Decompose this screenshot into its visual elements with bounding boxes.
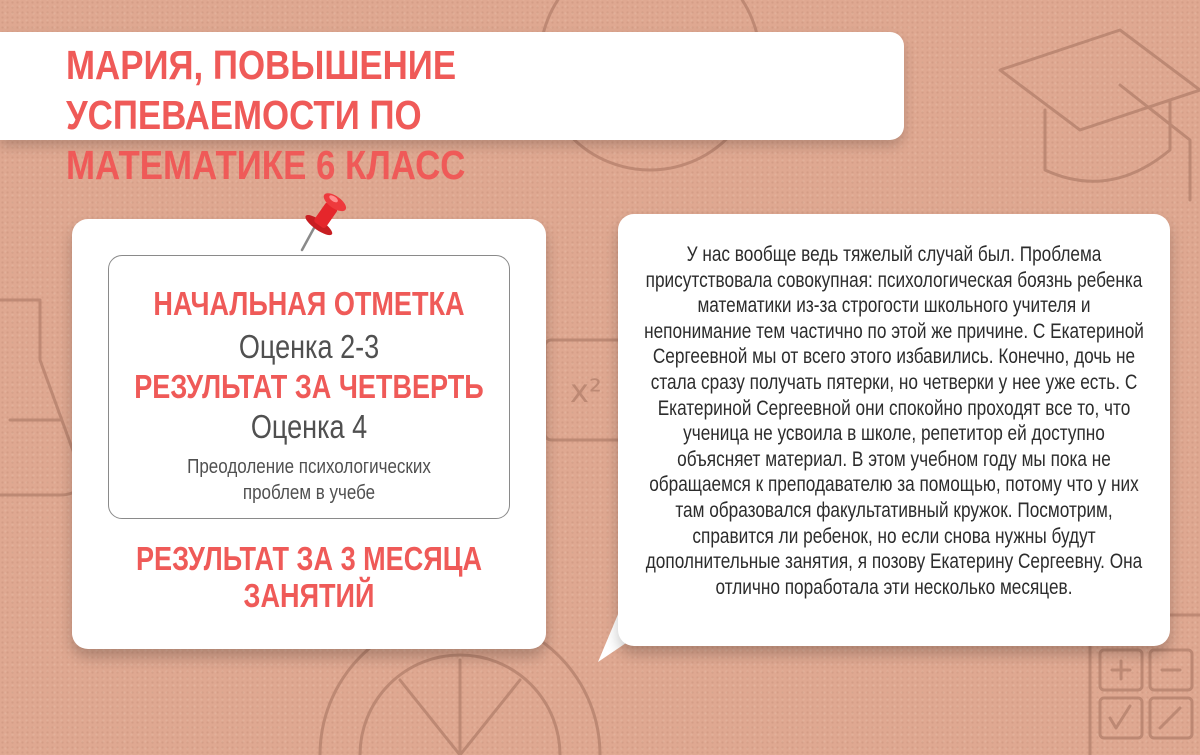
three-month-result-line-2: ЗАНЯТИЙ bbox=[243, 577, 375, 614]
review-line: присутствовала совокупная: психологическая боязнь ребенка bbox=[645, 268, 1143, 292]
initial-grade-heading: НАЧАЛЬНАЯ ОТМЕТКА bbox=[153, 285, 465, 322]
review-line: У нас вообще ведь тяжелый случай был. Проблема bbox=[686, 243, 1102, 266]
note-line-2: проблем в учебе bbox=[242, 482, 376, 504]
results-card bbox=[72, 219, 546, 649]
review-line: Сергеевной мы от всего этого избавились. Конечно, дочь не bbox=[652, 345, 1136, 369]
review-line: ученица не усвоила в школе, репетитор ей доступно bbox=[683, 422, 1105, 446]
review-line: математики из-за строгости школьного учителя и bbox=[697, 294, 1091, 318]
svg-text:x²: x² bbox=[570, 372, 602, 410]
review-line: объясняет материал. В этом учебном году мы пока не bbox=[677, 447, 1111, 471]
page-title-line1: МАРИЯ, ПОВЫШЕНИЕ УСПЕВАЕМОСТИ ПО bbox=[66, 42, 457, 138]
review-line: отлично поработала эти несколько месяцев. bbox=[715, 575, 1073, 599]
review-text bbox=[618, 242, 1170, 600]
note-line-1: Преодоление психологических bbox=[187, 456, 431, 478]
page-title bbox=[66, 40, 746, 190]
review-line: обращаемся к преподавателю за помощью, потому что у них bbox=[649, 473, 1139, 497]
quarter-result-value: Оценка 4 bbox=[250, 408, 368, 445]
initial-grade-value: Оценка 2-3 bbox=[238, 328, 380, 365]
quarter-result-heading: РЕЗУЛЬТАТ ЗА ЧЕТВЕРТЬ bbox=[134, 368, 484, 405]
graduation-cap-icon bbox=[1000, 30, 1200, 200]
review-line: там образовался факультативный кружок. Посмотрим, bbox=[675, 498, 1113, 522]
review-bubble bbox=[618, 214, 1170, 646]
review-line: непонимание тем частично по этой же причине. С Екатериной bbox=[644, 319, 1144, 343]
flask-icon bbox=[0, 300, 81, 495]
review-line: стала сразу получать пятерки, но четверки у нее уже есть. С bbox=[650, 370, 1138, 394]
page-title-line2: МАТЕМАТИКЕ 6 КЛАСС bbox=[66, 142, 466, 188]
three-month-result-line-1: РЕЗУЛЬТАТ ЗА 3 МЕСЯЦА bbox=[135, 540, 483, 577]
pushpin-icon bbox=[296, 188, 356, 252]
review-line: справится ли ребенок, но если снова нужны будут bbox=[692, 524, 1096, 548]
review-line: дополнительные занятия, я позову Екатерину Сергеевну. Она bbox=[645, 550, 1143, 574]
review-line: Екатериной Сергеевной они спокойно проходят все то, что bbox=[657, 396, 1131, 420]
